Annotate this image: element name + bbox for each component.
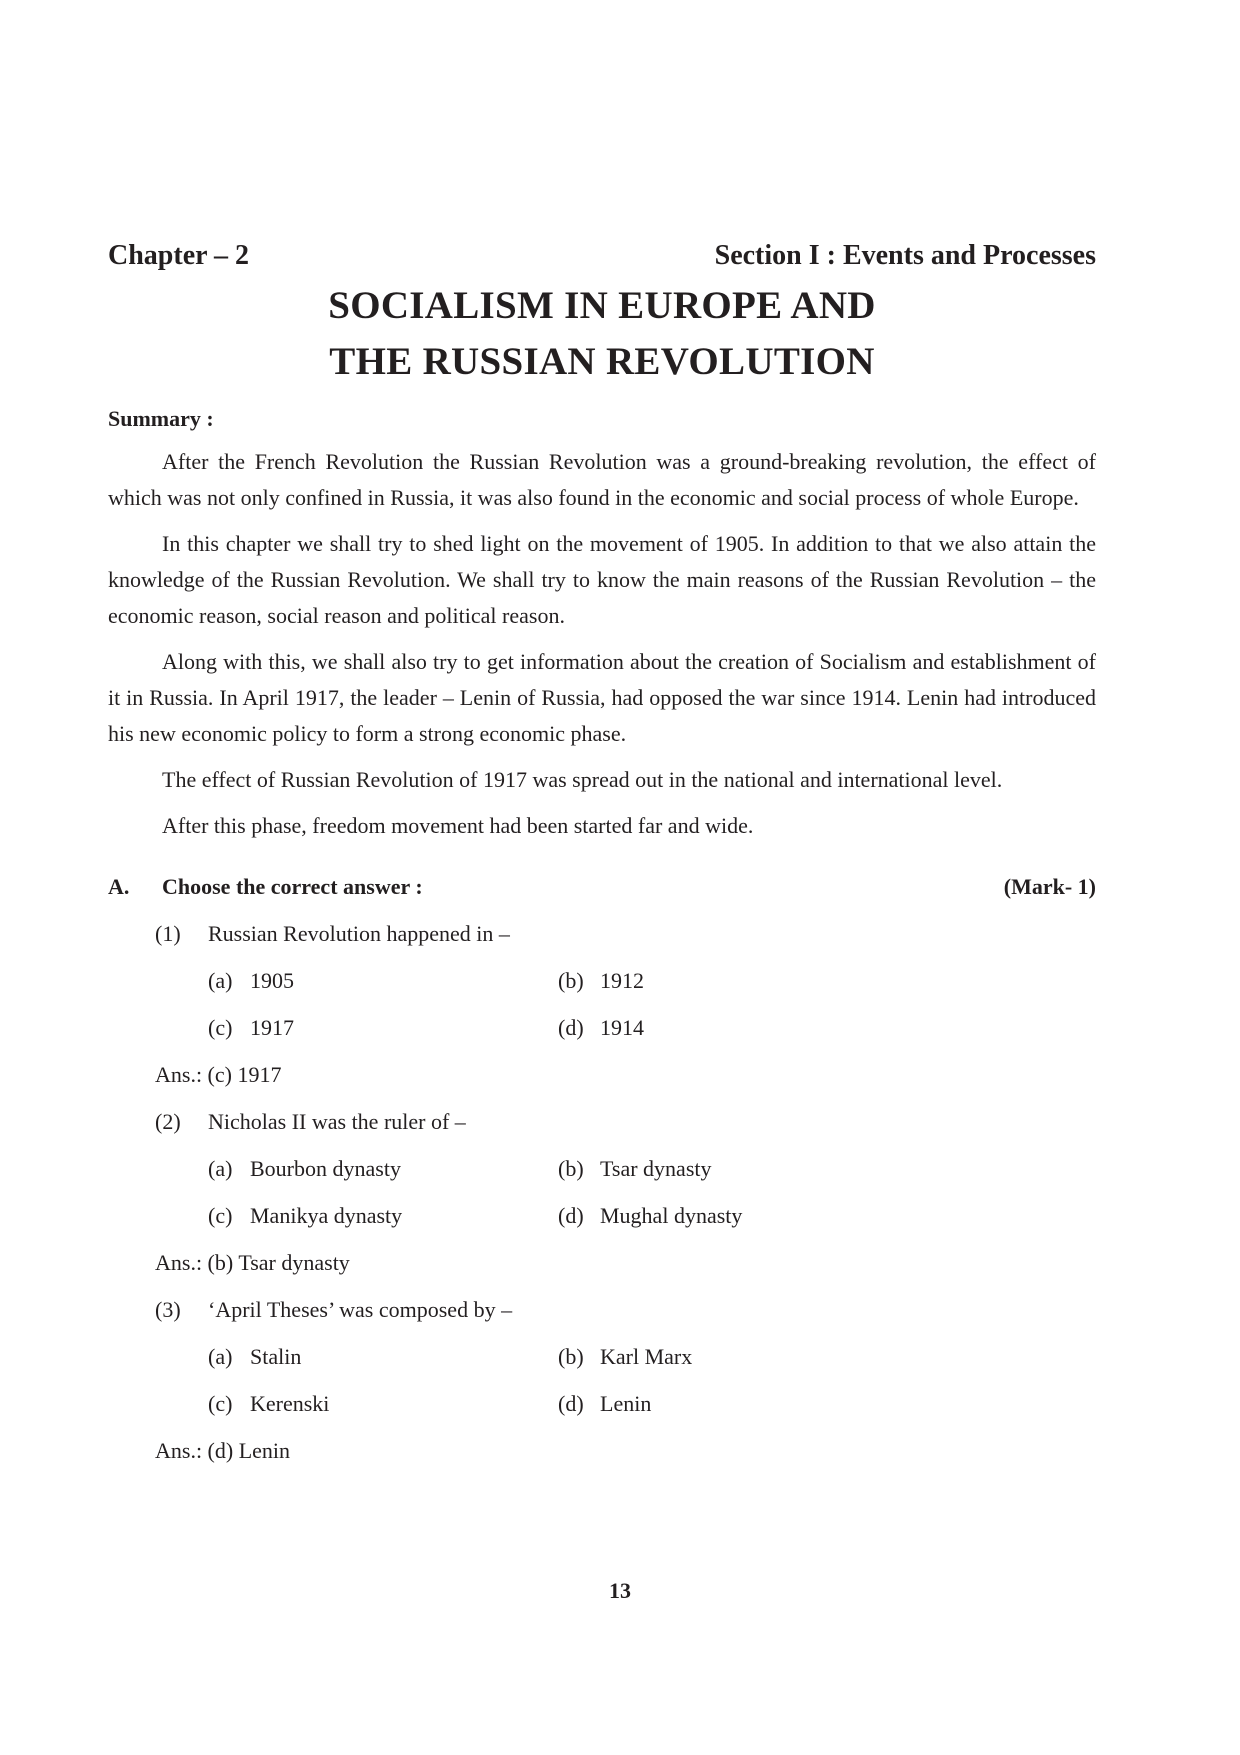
question-text: Nicholas II was the ruler of – [208,1109,466,1134]
option-label: (c) [208,1203,233,1228]
question-1 [108,919,1096,949]
option-text: 1905 [250,968,294,993]
option-label: (b) [558,1156,584,1181]
option-label: (a) [208,1344,233,1369]
page-content [108,238,1096,1466]
option-label: (c) [208,1015,233,1040]
option-text: 1912 [600,968,644,993]
option-text: 1917 [250,1015,294,1040]
question-number: (3) [155,1297,181,1322]
options-row [108,1154,1096,1184]
question-text: ‘April Theses’ was composed by – [208,1297,513,1322]
option-text: 1914 [600,1015,644,1040]
question-2 [108,1107,1096,1137]
options-row [108,1013,1096,1043]
options-row [108,1201,1096,1231]
option-d [558,1389,908,1419]
option-text: Manikya dynasty [250,1203,403,1228]
options-row [108,966,1096,996]
options-row [108,1342,1096,1372]
options-row [108,1389,1096,1419]
option-label: (b) [558,1344,584,1369]
chapter-label: Chapter – 2 [108,240,250,271]
page-header [108,238,1096,274]
option-label: (a) [208,968,233,993]
option-b [558,966,908,996]
question-3 [108,1295,1096,1325]
section-a-marks: (Mark- 1) [1003,874,1096,899]
option-text: Stalin [250,1344,302,1369]
option-label: (a) [208,1156,233,1181]
summary-heading: Summary : [108,406,214,431]
question-text: Russian Revolution happened in – [208,921,510,946]
option-text: Kerenski [250,1391,330,1416]
section-a-heading [108,872,1096,902]
option-a [208,1154,558,1184]
option-text: Mughal dynasty [600,1203,743,1228]
option-d [558,1013,908,1043]
section-a-letter: A. [108,874,130,899]
option-label: (d) [558,1391,584,1416]
option-label: (b) [558,968,584,993]
chapter-title-line-2: THE RUSSIAN REVOLUTION [329,340,875,383]
summary-paragraph: Along with this, we shall also try to get information about the creation of Socialism and establishment of it in Russia. In April 1917, the leader – Lenin of Russia, had opposed the war since 1914. Lenin had introduced his new economic policy to form a strong economic phase. [108,649,1096,746]
summary-paragraph: In this chapter we shall try to shed light on the movement of 1905. In addition to that we also attain the knowledge of the Russian Revolution. We shall try to know the main reasons of the Russian Revolution – the economic reason, social reason and political reason. [108,531,1096,628]
summary-paragraph: After the French Revolution the Russian Revolution was a ground-breaking revolution, the effect of which was not only confined in Russia, it was also found in the economic and social process of whole Europe. [108,449,1096,510]
question-number: (1) [155,921,181,946]
option-b [558,1342,908,1372]
section-a-title: Choose the correct answer : [162,874,423,899]
option-label: (d) [558,1015,584,1040]
option-label: (d) [558,1203,584,1228]
option-text: Karl Marx [600,1344,693,1369]
option-text: Bourbon dynasty [250,1156,401,1181]
section-label: Section I : Events and Processes [714,240,1096,271]
option-c [208,1013,558,1043]
chapter-title-line-1: SOCIALISM IN EUROPE AND [328,284,876,327]
answer: Ans.: (b) Tsar dynasty [155,1250,350,1275]
chapter-title [108,278,1096,390]
option-text: Tsar dynasty [600,1156,712,1181]
option-a [208,1342,558,1372]
option-b [558,1154,908,1184]
option-c [208,1389,558,1419]
answer: Ans.: (d) Lenin [155,1438,291,1463]
summary-paragraph: The effect of Russian Revolution of 1917 was spread out in the national and international level. [162,767,1003,792]
question-number: (2) [155,1109,181,1134]
option-c [208,1201,558,1231]
option-a [208,966,558,996]
option-text: Lenin [600,1391,652,1416]
option-d [558,1201,908,1231]
option-label: (c) [208,1391,233,1416]
answer: Ans.: (c) 1917 [155,1062,282,1087]
summary-paragraph: After this phase, freedom movement had been started far and wide. [162,813,754,838]
page-number: 13 [609,1578,631,1603]
